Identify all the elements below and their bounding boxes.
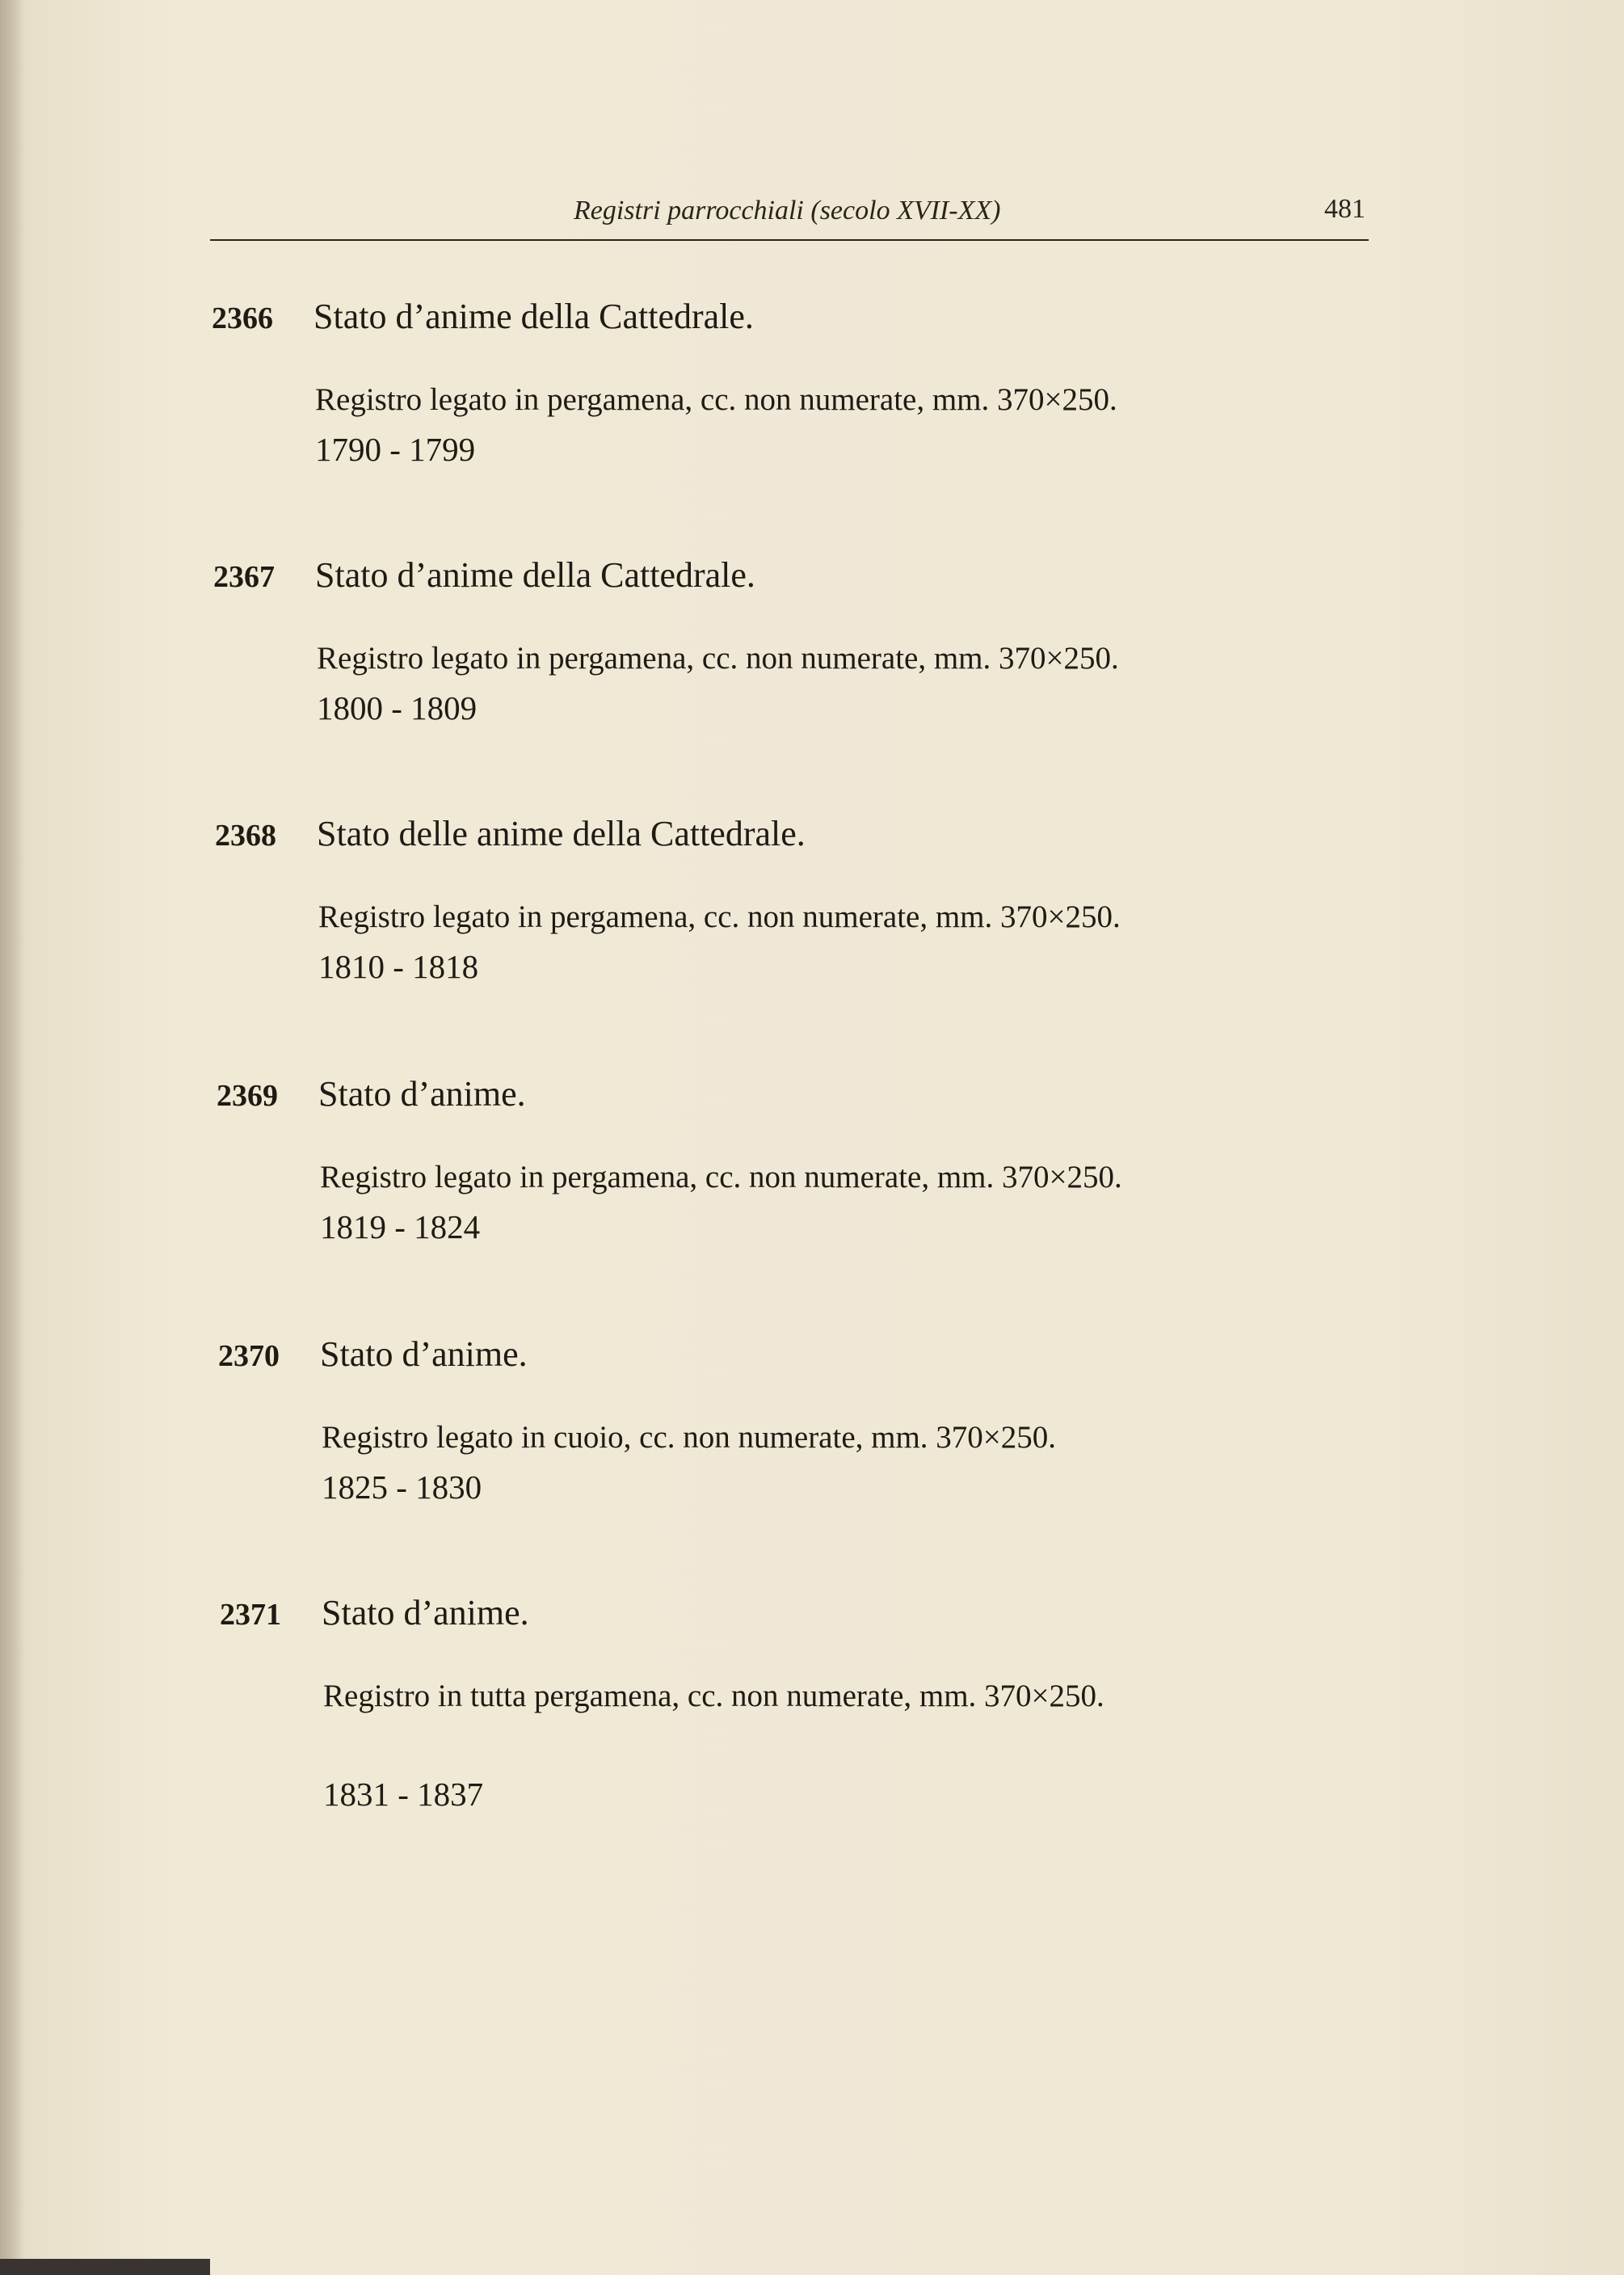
entry-number: 2367 <box>213 560 275 594</box>
entry-dates: 1825 - 1830 <box>322 1468 482 1506</box>
entry-description: Registro legato in pergamena, cc. non numerate, mm. 370×250. <box>320 1160 1122 1194</box>
entry-number: 2366 <box>212 301 273 335</box>
entry-description: Registro legato in pergamena, cc. non numerate, mm. 370×250. <box>318 899 1121 934</box>
page-number: 481 <box>1324 194 1365 224</box>
entry-description: Registro legato in cuoio, cc. non numerate, mm. 370×250. <box>322 1420 1057 1455</box>
catalog-entry <box>217 1074 1364 1321</box>
catalog-entry <box>213 555 1361 802</box>
binding-shadow <box>0 0 24 2275</box>
entry-number: 2368 <box>215 819 276 853</box>
entry-dates: 1810 - 1818 <box>318 948 479 985</box>
entry-title: Stato d’anime della Cattedrale. <box>315 555 755 595</box>
entry-number: 2369 <box>217 1079 278 1113</box>
running-title: Registri parrocchiali (secolo XVII-XX) <box>574 196 1001 225</box>
catalog-entry <box>218 1334 1365 1581</box>
catalog-entry <box>220 1593 1367 1839</box>
entry-description: Registro legato in pergamena, cc. non numerate, mm. 370×250. <box>317 641 1119 676</box>
entry-description: Registro legato in pergamena, cc. non numerate, mm. 370×250. <box>315 382 1117 417</box>
entry-title: Stato d’anime. <box>322 1593 529 1633</box>
running-head <box>210 194 1369 241</box>
entry-number: 2371 <box>220 1598 281 1632</box>
entry-title: Stato d’anime. <box>320 1334 528 1374</box>
catalog-entry <box>215 814 1362 1060</box>
entry-dates: 1790 - 1799 <box>315 431 476 468</box>
entry-dates: 1819 - 1824 <box>320 1208 481 1245</box>
page-edge-shadow <box>0 2259 210 2275</box>
entry-dates: 1831 - 1837 <box>323 1776 484 1813</box>
catalog-entry <box>212 297 1359 543</box>
entry-description: Registro in tutta pergamena, cc. non numerate, mm. 370×250. <box>323 1679 1104 1713</box>
entry-dates: 1800 - 1809 <box>317 689 478 727</box>
entry-title: Stato delle anime della Cattedrale. <box>317 814 806 853</box>
entry-title: Stato d’anime della Cattedrale. <box>313 297 754 336</box>
entry-number: 2370 <box>218 1339 280 1373</box>
entry-title: Stato d’anime. <box>318 1074 526 1114</box>
